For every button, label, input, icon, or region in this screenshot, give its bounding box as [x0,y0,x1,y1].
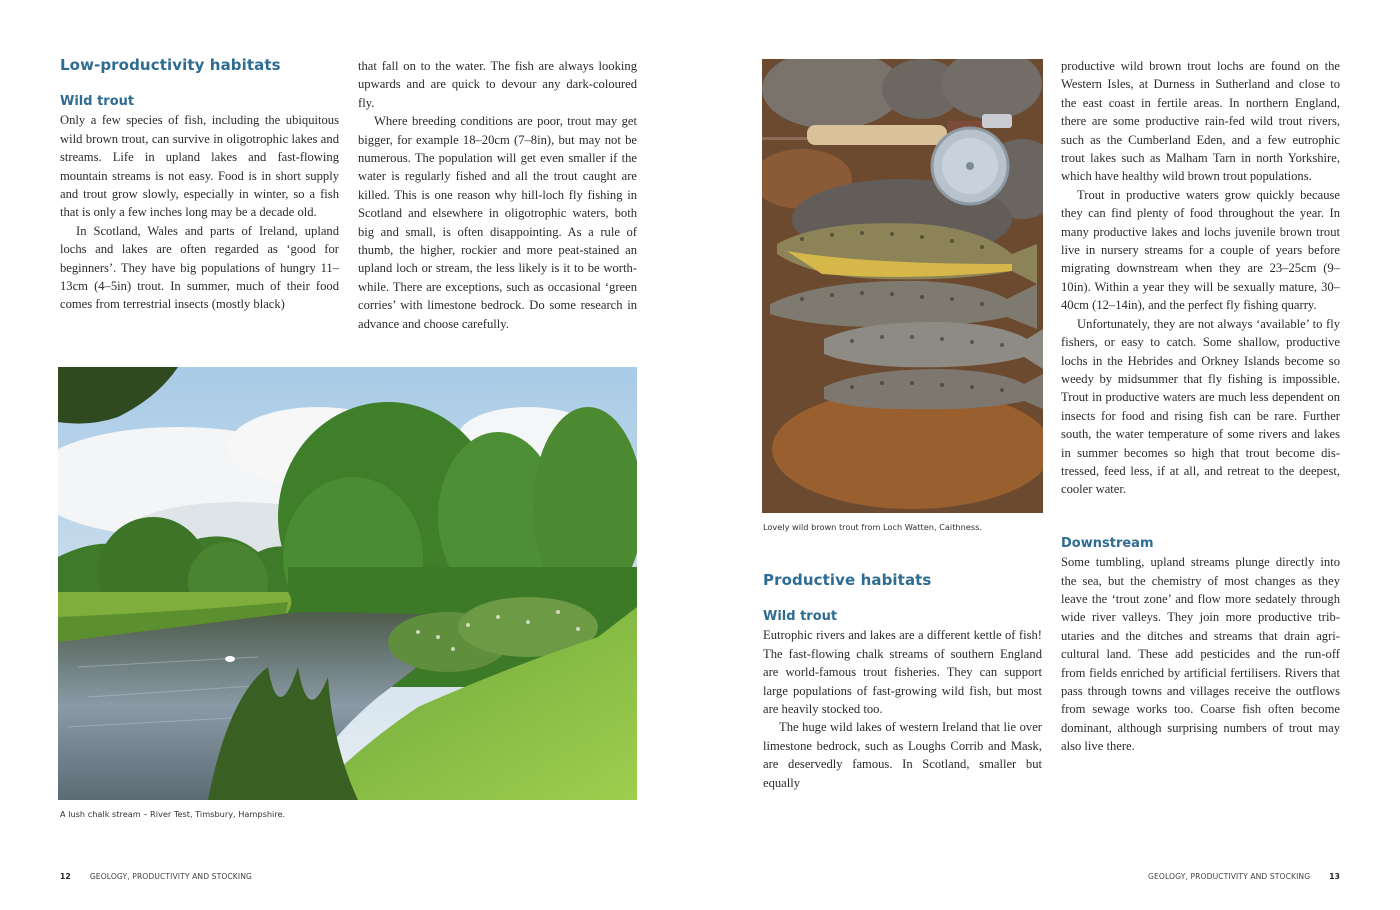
section-heading-productive: Productive habitats [763,571,932,589]
page-number: 13 [1329,872,1340,881]
paragraph: In Scotland, Wales and parts of Ireland, upland lochs and lakes are often regarded as ‘good for beginners’. They have big populations of hungry 11–13cm (4–5in) trout. In summer, much of their food comes from terrestrial insects (mostly black) [60,223,339,312]
paragraph: The huge wild lakes of western Ireland that lie over limestone bedrock, such as Loughs Corrib and Mask, are deservedly famous. In Scotland, smaller but equally [763,720,1042,790]
left-column-1 [60,93,339,314]
paragraph: Only a few species of fish, including the ubiquitous wild brown trout, can survive in oligotrophic lakes and streams. Life in upland lakes and fast-flowing mountain streams is not easy. Food is in short supply and trout grow slowly, especially in winter, so a fish that is only a few inches long may be a decade old. [60,113,339,220]
running-title: GEOLOGY, PRODUCTIVITY AND STOCKING [1148,872,1311,881]
trout-catch-image [762,59,1043,513]
photo-caption-trout: Lovely wild brown trout from Loch Watten, Caithness. [763,522,982,532]
river-landscape-image [58,367,637,800]
right-page-footer [1148,872,1340,881]
subheading-wild-trout: Wild trout [763,609,838,624]
paragraph: Some tumbling, upland streams plunge directly into the sea, but the chemistry of most changes as they leave the ‘trout zone’ and flow more sedately through wide river valleys. They join more productive tributaries and the ditches and streams that drain agricultural land. These add pesticides and the run-off from fields enriched by artificial fertilisers. Rivers that pass through towns and villages receive the outflows from sewage works too. Coarse fish often become dominant, although surprising numbers of trout may also live there. [1061,555,1340,754]
photo-caption-river: A lush chalk stream – River Test, Timsbury, Hampshire. [60,809,286,819]
paragraph: that fall on to the water. The fish are always looking upwards and are quick to devour any dark-coloured fly. [358,59,637,110]
brown-trout-with-fly-reel-photo [762,59,1043,513]
paragraph: Trout in productive waters grow quickly because they can find plenty of food throughout the year. In many productive lakes and lochs juvenile brown trout live in nursery streams for a couple of years before migrating downstream when they are 23–25cm (9–10in). Within a year they will be sexually mature, 30–40cm (12–14in), and the perfect fly fishing quarry. [1061,187,1340,313]
right-column-2 [1061,57,1340,756]
right-column-1 [763,608,1042,792]
paragraph: Eutrophic rivers and lakes are a different kettle of fish! The fast-flowing chalk streams of southern England are world-famous trout fisheries. They can support large populations of fast-growing wild fish, but most are heavily stocked too. [763,628,1042,717]
paragraph: Where breeding conditions are poor, trout may get bigger, for example 18–20cm (7–8in), but may not be numerous. The population will get even smaller if the water is regularly fished and all the trout caught are killed. This is one reason why hill-loch fly fishing in Scotland and elsewhere in oligotrophic waters, both big and small, is often disappointing. As a rule of thumb, the higher, rockier and more peat-stained an upland loch or stream, the less likely is it to be worthwhile. There are exceptions, such as occasional ‘green corries’ with limestone bedrock. Do some research in advance and choose carefully. [358,114,637,331]
subheading-downstream: Downstream [1061,535,1154,551]
left-page-footer [60,872,252,881]
left-column-2 [358,57,637,333]
page-number: 12 [60,872,71,881]
subheading-wild-trout: Wild trout [60,94,135,109]
section-heading-low-productivity: Low-productivity habitats [60,56,281,74]
paragraph: Unfortunately, they are not always ‘available’ to fly fishers, or easy to catch. Some shallow, productive lochs in the Hebrides and Orkney Islands become so weedy by midsummer that fly fishing is impossible. Trout in productive waters are much less dependent on insects for food and rising fish can be rare. Further south, the water temperature of some rivers and lakes in summer becomes so high that trout become distressed, feed less, if at all, and retreat to the deepest, cooler water. [1061,316,1340,497]
paragraph: productive wild brown trout lochs are found on the Western Isles, at Durness in Sutherland and close to the east coast in fertile areas. In northern England, there are some productive rain-fed wild trout rivers, such as the Cumberland Eden, and a few eutrophic trout lakes such as Malham Tarn in north Yorkshire, which have healthy wild brown trout populations. [1061,59,1340,184]
river-chalk-stream-photo [58,367,637,800]
running-title: GEOLOGY, PRODUCTIVITY AND STOCKING [89,872,252,881]
